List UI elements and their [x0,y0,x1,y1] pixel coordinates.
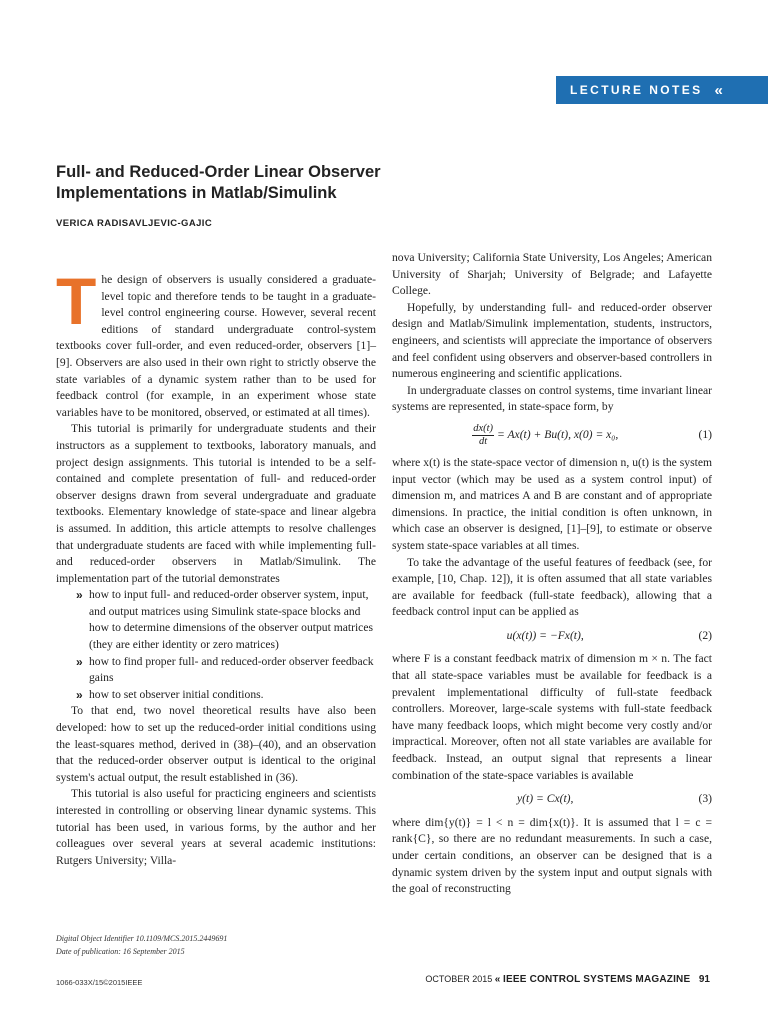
banner-label: LECTURE NOTES [570,83,703,97]
copyright-line: 1066-033X/15©2015IEEE [56,978,143,987]
article-title: Full- and Reduced-Order Linear Observer Implementations in Matlab/Simulink [56,163,381,202]
bullet-marker-icon: » [76,687,83,702]
paragraph: To take the advantage of the useful features of feedback (see, for example, [10, Chap. 12]), it is often assumed that all state variables are available for feedback (full-state feedback), allowing that a feedback control input can be applied as [392,555,712,619]
bullet-marker-icon: » [76,654,83,669]
paragraph: nova University; California State University, Los Angeles; American University of Sharjah; University of Belgrade; and Lafayette College. [392,251,712,298]
left-column [56,264,376,869]
footnote [56,932,227,958]
paragraph: where x(t) is the state-space vector of dimension n, u(t) is the system input vector (which may be used as a system control input) of dimension m, and matrices A and B are constant and of appropriate dimensions. In practice, the initial condition is often unknown, in which case an observer is designed, [1]–[9], to estimate or observe system state-space variables at all times. [392,455,712,552]
equation-number: (3) [698,792,712,806]
chevron-left-icon: « [494,974,501,985]
paragraph: This tutorial is also useful for practicing engineers and scientists interested in controlling or observing linear dynamic systems. This tutorial has been used, in various forms, by the author and her colleagues over several years at several academic institutions: Rutgers University; Villa- [56,787,376,867]
doi-line: Digital Object Identifier 10.1109/MCS.2015.2449691 [56,934,228,943]
paragraph: This tutorial is primarily for undergraduate students and their instructors as a supplement to textbooks, laboratory manuals, and project design assignments. This tutorial is intended to be a self-contained and complete presentation of full- and reduced-order observer designs drawn from several undergraduate and graduate textbooks. Elementary knowledge of state-space and linear algebra is assumed. In addition, this article attempts to resolve challenges that undergraduate students are faced with while implementing full- and reduced-order observers in Matlab/Simulink. The implementation part of the tutorial demonstrates [56,422,376,585]
list-item: » how to find proper full- and reduced-order observer feedback gains [76,654,374,685]
equation-2: u(x(t)) = −Fx(t), (2) [392,628,712,645]
lecture-notes-banner [556,76,768,104]
equation-3: y(t) = Cx(t), (3) [392,791,712,808]
paragraph: Hopefully, by understanding full- and reduced-order observer design and Matlab/Simulink implementation, students, instructors, engineers, and scientists will appreciate the importance of observers and feel confident using observers and observer-based controllers in numerous engineering and scientific applications. [392,300,712,381]
right-column [392,250,712,898]
paragraph: In undergraduate classes on control systems, time invariant linear systems are represented, in state-space form, by [392,383,712,414]
page-number: 91 [698,974,710,985]
paragraph: where F is a constant feedback matrix of dimension m × n. The fact that all state-space variables must be available for feedback is a prevalent implementational difficulty of full-state feedback controllers. Moreover, large-scale systems with full-state feedback have many feedback loops, which might become very costly and/or impractical. Moreover, often not all state variables are available for feedback. Instead, an output signal that represents a linear combination of the state-space variables is available [392,652,712,782]
paragraph: where dim{y(t)} = l < n = dim{x(t)}. It is assumed that l = c = rank{C}, so there are no redundant measurements. In such a case, under certain conditions, an observer can be designed that is a dynamic system driven by the system input and output signals with the goal of reconstructing [392,815,712,896]
publication-date: Date of publication: 16 September 2015 [56,947,185,956]
issue-date: OCTOBER 2015 [425,974,493,984]
equation-number: (2) [698,628,712,642]
paragraph: To that end, two novel theoretical results have also been developed: how to set up the reduced-order initial conditions using the least-squares method, derived in (38)–(40), and an observation that the reduced-order observer output is identical to the original system's actual output, the result established in (36). [56,704,376,784]
equation-number: (1) [698,428,712,442]
intro-paragraph: The design of observers is usually considered a graduate-level topic and therefore tends to be taught in a graduate-level control engineering course. However, several recent editions of standard undergraduate control-system textbooks cover full-order, and even reduced-order, observers [1]–[9]. Observers are also used in their own right to strictly observe the state variables of a dynamic system rather than to be used for feedback control (for example, in an experiment whose state variables have to be monitored, observed, or estimated at all times). [56,264,376,419]
list-item: » how to set observer initial conditions. [76,687,264,702]
drop-cap: T [56,264,97,338]
running-footer [425,974,710,985]
equation-1: $\frac{dx(t)}{dt}$ = Ax(t) + Bu(t), x(0) = x₀, (1) [473,422,712,447]
list-item: » how to input full- and reduced-order observer system, input, and output matrices using Simulink state-space blocks and how to determine dimensions of the observer output matrices (they are either identity or zero matrices) [76,588,373,652]
author-name: VERICA RADISAVLJEVIC-GAJIC [56,218,213,229]
bullet-marker-icon: » [76,588,83,603]
magazine-name: IEEE CONTROL SYSTEMS MAGAZINE [503,974,691,985]
chevron-left-icon: « [714,81,723,99]
derivative-fraction: $\frac{dx(t)}{dt}$ [473,422,494,447]
